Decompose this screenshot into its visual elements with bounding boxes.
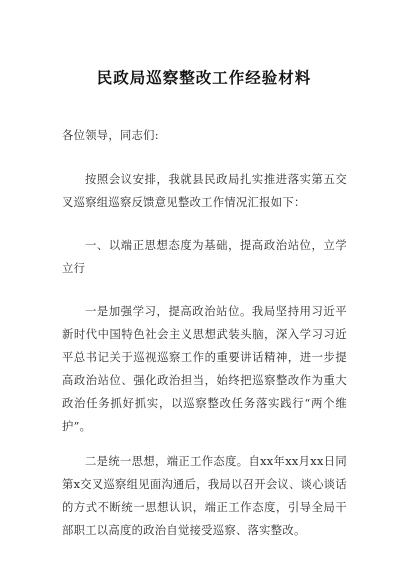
paragraph-intro: 按照会议安排，我就县民政局扎实推进落实第五交叉巡察组巡察反馈意见整改工作情况汇报如下： [62,173,347,209]
greeting: 各位领导，同志们: [62,129,159,142]
paragraph-study: 一是加强学习，提高政治站位。我局坚持用习近平新时代中国特色社会主义思想武装头脑，深入学习习近平总书记关于巡视巡察工作的重要讲话精神，进一步提高政治站位、强化政治担当，始终把巡察整改作为重大政治任务抓好抓实，以巡察整改任务落实践行“两个维护”。 [62,305,347,433]
paragraph-unify-thinking: 二是统一思想，端正工作态度。自xx年xx月xx日同第x交叉巡察组见面沟通后，我局以召开会议、谈心谈话的方式不断统一思想认识，端正工作态度，引导全局干部职工以高度的政治自觉接受巡察、落实整改。 [62,455,347,537]
section-heading-1: 一、以端正思想态度为基础，提高政治站位，立学立行 [62,239,347,275]
document-title: 民政局巡察整改工作经验材料 [96,68,312,87]
